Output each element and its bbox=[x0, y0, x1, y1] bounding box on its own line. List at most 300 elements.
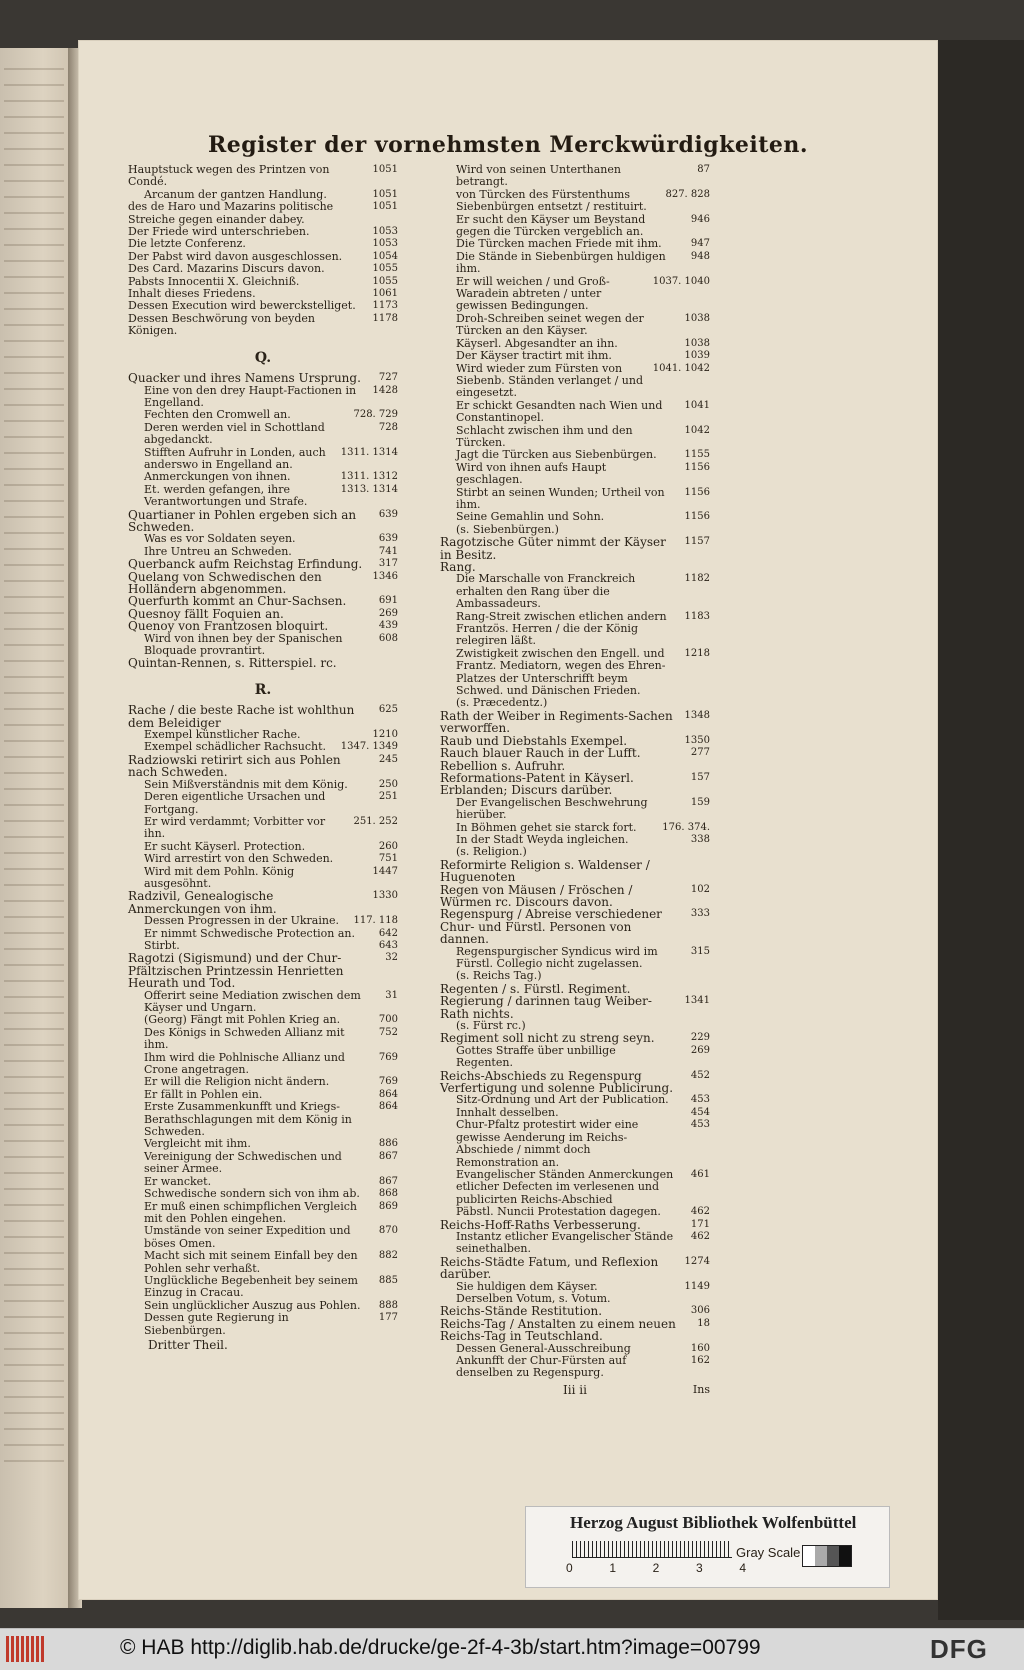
entry-page-number: 1042 bbox=[684, 424, 710, 436]
entry-page-number: 1155 bbox=[684, 449, 710, 461]
entry-text: Radziowski retirirt sich aus Pohlen nach Schweden. bbox=[128, 752, 341, 780]
entry-text: Quacker und ihres Namens Ursprung. bbox=[128, 371, 361, 386]
index-entry bbox=[440, 350, 710, 362]
entry-text: Reformirte Religion s. Waldenser / Huguenoten bbox=[440, 857, 650, 885]
index-entry bbox=[440, 1119, 710, 1169]
entry-page-number: 277 bbox=[690, 747, 710, 759]
entry-page-number: 160 bbox=[690, 1342, 710, 1354]
entry-page-number: 1055 bbox=[372, 275, 398, 287]
entry-text: Reichs-Städte Fatum, und Reflexion darüber. bbox=[440, 1254, 659, 1282]
entry-text: Stifften Aufruhr in Londen, auch anderswo in Engelland an. bbox=[144, 445, 326, 471]
entry-page-number: 157 bbox=[690, 771, 710, 783]
entry-text: Er wancket. bbox=[144, 1174, 212, 1188]
page-background-right bbox=[938, 40, 1024, 1620]
index-entry bbox=[440, 425, 710, 450]
entry-page-number: 751 bbox=[378, 853, 398, 865]
entry-page-number: 1051 bbox=[372, 164, 398, 175]
entry-page-number: 869 bbox=[378, 1200, 398, 1212]
index-entry bbox=[128, 1275, 398, 1300]
entry-text: Der Friede wird unterschrieben. bbox=[128, 225, 310, 239]
entry-text: Raub und Diebstahls Exempel. bbox=[440, 733, 628, 748]
entry-page-number: 1350 bbox=[684, 734, 710, 746]
entry-text: Innhalt desselben. bbox=[456, 1105, 559, 1119]
index-entry bbox=[128, 816, 398, 841]
entry-text: Quenoy von Frantzosen bloquirt. bbox=[128, 619, 329, 634]
index-entry bbox=[128, 741, 398, 753]
entry-page-number: 625 bbox=[378, 704, 398, 716]
entry-text: Wird von ihnen aufs Haupt geschlagen. bbox=[456, 460, 607, 487]
index-entry bbox=[440, 648, 710, 698]
entry-page-number: 452 bbox=[690, 1069, 710, 1081]
entry-page-number: 867 bbox=[378, 1175, 398, 1187]
entry-text: Quesnoy fällt Foquien an. bbox=[128, 606, 284, 621]
entry-text: Der Pabst wird davon ausgeschlossen. bbox=[128, 249, 343, 263]
entry-text: Derselben Votum, s. Votum. bbox=[456, 1291, 611, 1305]
entry-text: Wird arrestirt von den Schweden. bbox=[144, 852, 334, 866]
entry-text: Regenspurgischer Syndicus wird im Fürstl. Collegio nicht zugelassen. bbox=[456, 944, 658, 970]
entry-text: Stirbt. bbox=[144, 938, 180, 952]
entry-page-number: 31 bbox=[385, 989, 398, 1001]
entry-text: In der Stadt Weyda ingleichen. bbox=[456, 832, 629, 846]
index-entry bbox=[128, 1138, 398, 1150]
entry-text: Er fällt in Pohlen ein. bbox=[144, 1087, 263, 1101]
entry-text: Reformations-Patent in Käyserl. Erblanden; Discurs darüber. bbox=[440, 770, 634, 798]
entry-page-number: 1037. 1040 bbox=[652, 275, 710, 287]
entry-page-number: 882 bbox=[378, 1250, 398, 1262]
index-entry bbox=[440, 1070, 710, 1095]
index-entry bbox=[128, 201, 398, 226]
index-entry bbox=[440, 697, 710, 709]
entry-page-number: 867 bbox=[378, 1150, 398, 1162]
ruler-numbers bbox=[566, 1561, 746, 1575]
entry-text: Rauch blauer Rauch in der Lufft. bbox=[440, 746, 641, 761]
entry-text: Was es vor Soldaten seyen. bbox=[144, 532, 296, 546]
entry-text: Inhalt dieses Friedens. bbox=[128, 287, 256, 301]
section-letter: R. bbox=[254, 681, 272, 698]
entry-page-number bbox=[368, 657, 398, 669]
entry-text: des de Haro und Mazarins politische Streiche gegen einander dabey. bbox=[128, 200, 334, 226]
dfg-logo[interactable]: DFG bbox=[930, 1634, 988, 1664]
entry-page-number: 1210 bbox=[372, 729, 398, 741]
entry-text: Vergleicht mit ihm. bbox=[144, 1137, 251, 1151]
index-entry bbox=[440, 908, 710, 945]
entry-page-number: 1447 bbox=[372, 865, 398, 877]
index-entry bbox=[128, 409, 398, 421]
index-entry bbox=[128, 1076, 398, 1088]
entry-text: Macht sich mit seinem Einfall bey den Pohlen sehr verhaßt. bbox=[144, 1249, 358, 1275]
ruler-number: 3 bbox=[695, 1561, 703, 1575]
entry-page-number: 1156 bbox=[684, 461, 710, 473]
index-entry bbox=[128, 853, 398, 865]
entry-text: In Böhmen gehet sie starck fort. bbox=[456, 820, 637, 834]
index-entry bbox=[128, 595, 398, 607]
entry-page-number: 1346 bbox=[372, 570, 398, 582]
gray-scale-label: Gray Scale bbox=[736, 1545, 801, 1560]
entry-text: (s. Præcedentz.) bbox=[456, 696, 548, 710]
index-entry bbox=[440, 462, 710, 487]
entry-text: (Georg) Fängt mit Pohlen Krieg an. bbox=[144, 1013, 341, 1027]
index-entry bbox=[440, 1032, 710, 1044]
entry-page-number: 691 bbox=[378, 595, 398, 607]
index-entry bbox=[440, 487, 710, 512]
entry-page-number: 176. 374. bbox=[662, 821, 710, 833]
entry-text: Exempel schädlicher Rachsucht. bbox=[144, 740, 327, 754]
entry-text: Dessen gute Regierung in Siebenbürgen. bbox=[144, 1311, 289, 1337]
entry-page-number bbox=[680, 1293, 710, 1305]
entry-text: Dessen General-Ausschreibung bbox=[456, 1341, 631, 1355]
entry-text: Er sucht den Käyser um Beystand gegen die Türcken vergeblich an. bbox=[456, 212, 646, 239]
entry-page-number: 453 bbox=[690, 1094, 710, 1106]
entry-page-number: 171 bbox=[690, 1218, 710, 1230]
entry-page-number: 1039 bbox=[684, 350, 710, 362]
index-entry bbox=[128, 571, 398, 596]
entry-text: Die Türcken machen Friede mit ihm. bbox=[456, 237, 662, 251]
index-entry bbox=[440, 251, 710, 276]
index-entry bbox=[128, 791, 398, 816]
index-entry bbox=[128, 1027, 398, 1052]
entry-text: Deren werden viel in Schottland abgedanckt. bbox=[144, 420, 325, 447]
entry-text: Gottes Straffe über unbillige Regenten. bbox=[456, 1043, 616, 1070]
entry-page-number: 1156 bbox=[684, 511, 710, 523]
index-entry bbox=[440, 846, 710, 858]
index-entry bbox=[440, 238, 710, 250]
ruler-number: 4 bbox=[739, 1561, 746, 1575]
index-entry bbox=[440, 1094, 710, 1106]
entry-page-number: 461 bbox=[690, 1168, 710, 1180]
index-entry bbox=[440, 536, 710, 561]
entry-text: Zwistigkeit zwischen den Engell. und Frantz. Mediatorn, wegen des Ehren-Platzes der Unterschrifft beym Schwed. und Dänischen Frieden. bbox=[456, 646, 666, 698]
entry-text: Eine von den drey Haupt-Factionen in Engelland. bbox=[144, 383, 357, 409]
entry-page-number: 1313. 1314 bbox=[340, 483, 398, 495]
entry-text: Querbanck aufm Reichstag Erfindung. bbox=[128, 557, 363, 572]
entry-page-number: 946 bbox=[690, 213, 710, 225]
entry-page-number: 162 bbox=[690, 1355, 710, 1366]
entry-text: Stirbt an seinen Wunden; Urtheil von ihm. bbox=[456, 485, 665, 511]
ruler-number: 0 bbox=[566, 1561, 573, 1575]
entry-page-number: 728. 729 bbox=[353, 409, 398, 421]
entry-page-number: 1178 bbox=[372, 312, 398, 324]
entry-page-number: 462 bbox=[690, 1230, 710, 1242]
entry-text: Rath der Weiber in Regiments-Sachen verworffen. bbox=[440, 708, 673, 736]
entry-text: Querfurth kommt an Chur-Sachsen. bbox=[128, 594, 347, 609]
index-entry bbox=[128, 754, 398, 779]
entry-page-number: 250 bbox=[378, 778, 398, 790]
entry-text: Arcanum der gantzen Handlung. bbox=[144, 187, 327, 201]
entry-page-number: 947 bbox=[690, 238, 710, 250]
entry-page-number: 752 bbox=[378, 1026, 398, 1038]
entry-page-number: 260 bbox=[378, 840, 398, 852]
entry-page-number: 643 bbox=[378, 939, 398, 951]
entry-page-number bbox=[680, 1020, 710, 1032]
entry-page-number: 885 bbox=[378, 1274, 398, 1286]
entry-text: Seine Gemahlin und Sohn. bbox=[456, 510, 605, 524]
entry-page-number: 1218 bbox=[684, 647, 710, 659]
entry-text: Anmerckungen von ihnen. bbox=[144, 470, 291, 484]
entry-text: Deren eigentliche Ursachen und Fortgang. bbox=[144, 790, 326, 816]
entry-text: Fechten den Cromwell an. bbox=[144, 408, 291, 422]
entry-page-number: 1183 bbox=[684, 610, 710, 622]
entry-text: Wird mit dem Pohln. König ausgesöhnt. bbox=[144, 864, 295, 890]
index-entry bbox=[128, 300, 398, 312]
entry-text: Ragotzische Güter nimmt der Käyser in Besitz. bbox=[440, 535, 666, 562]
entry-text: Regenspurg / Abreise verschiedener Chur- und Fürstl. Personen von dannen. bbox=[440, 907, 662, 947]
index-entry bbox=[440, 449, 710, 461]
entry-page-number: 1157 bbox=[684, 536, 710, 548]
entry-page-number: 18 bbox=[697, 1317, 710, 1329]
entry-text: Die Marschalle von Franckreich erhalten den Rang über die Ambassadeurs. bbox=[456, 572, 636, 611]
entry-page-number: 245 bbox=[378, 753, 398, 765]
index-entry bbox=[440, 797, 710, 822]
entry-page-number: 1053 bbox=[372, 226, 398, 238]
entry-text: (s. Reichs Tag.) bbox=[456, 969, 542, 983]
entry-text: Unglückliche Begebenheit bey seinem Einzug in Cracau. bbox=[144, 1273, 358, 1300]
entry-text: Die Stände in Siebenbürgen huldigen ihm. bbox=[456, 249, 666, 276]
entry-page-number bbox=[680, 970, 710, 982]
index-entry bbox=[440, 1045, 710, 1070]
entry-page-number: 864 bbox=[378, 1088, 398, 1100]
index-entry bbox=[440, 859, 710, 884]
entry-page-number: 1156 bbox=[684, 486, 710, 498]
entry-text: Päbstl. Nuncii Protestation dagegen. bbox=[456, 1205, 661, 1219]
entry-page-number bbox=[680, 846, 710, 858]
entry-page-number: 868 bbox=[378, 1188, 398, 1200]
index-entry bbox=[128, 866, 398, 891]
entry-text: Des Königs in Schweden Allianz mit ihm. bbox=[144, 1025, 345, 1052]
index-entry bbox=[128, 447, 398, 472]
entry-page-number bbox=[680, 983, 710, 995]
entry-page-number: 102 bbox=[690, 883, 710, 895]
entry-page-number: 1347. 1349 bbox=[340, 741, 398, 753]
entry-page-number: 888 bbox=[378, 1299, 398, 1311]
entry-text: Evangelischer Ständen Anmerckungen etlicher Defecten im verlesenen und publicirten Reichs-Abschied bbox=[456, 1167, 674, 1206]
page-title: Register der vornehmsten Merckwürdigkeiten. bbox=[207, 132, 809, 158]
index-entry bbox=[440, 276, 710, 313]
index-entry bbox=[440, 1256, 710, 1281]
index-entry bbox=[128, 633, 398, 658]
viewer-footer bbox=[0, 1628, 1024, 1670]
entry-text: Dessen Progressen in der Ukraine. bbox=[144, 914, 339, 928]
entry-text: Umstände von seiner Expedition und böses Omen. bbox=[144, 1224, 351, 1250]
index-entry bbox=[128, 533, 398, 545]
entry-page-number: 159 bbox=[690, 796, 710, 808]
entry-text: Sitz-Ordnung und Art der Publication. bbox=[456, 1093, 669, 1107]
entry-page-number: 317 bbox=[378, 558, 398, 570]
entry-page-number: 306 bbox=[690, 1305, 710, 1317]
entry-text: Wird von seinen Unterthanen betrangt. bbox=[456, 163, 621, 189]
entry-text: Regiment soll nicht zu streng seyn. bbox=[440, 1031, 655, 1046]
entry-page-number: 1311. 1312 bbox=[340, 471, 398, 483]
entry-page-number: 1041. 1042 bbox=[652, 362, 710, 374]
facing-page-edge bbox=[0, 48, 72, 1608]
entry-page-number: 462 bbox=[690, 1206, 710, 1218]
index-entry bbox=[128, 238, 398, 250]
index-entry bbox=[128, 1201, 398, 1226]
entry-page-number: 870 bbox=[378, 1225, 398, 1237]
entry-text: Wird wieder zum Fürsten von Siebenb. Ständen verlanget / und eingesetzt. bbox=[456, 361, 643, 400]
entry-text: Er will die Religion nicht ändern. bbox=[144, 1075, 330, 1089]
index-entry bbox=[128, 558, 398, 570]
entry-text: Instantz etlicher Evangelischer Stände seinethalben. bbox=[456, 1229, 674, 1256]
entry-text: (s. Religion.) bbox=[456, 845, 527, 859]
index-entry bbox=[128, 1188, 398, 1200]
entry-text: Käyserl. Abgesandter an ihn. bbox=[456, 336, 618, 350]
index-entry bbox=[440, 772, 710, 797]
entry-page-number: 1041 bbox=[684, 399, 710, 411]
index-page bbox=[78, 40, 938, 1600]
index-entry bbox=[128, 1312, 398, 1337]
entry-page-number: 639 bbox=[378, 508, 398, 520]
entry-page-number: 117. 118 bbox=[353, 915, 398, 927]
index-entry bbox=[128, 1151, 398, 1176]
index-entry bbox=[128, 372, 398, 384]
entry-page-number: 769 bbox=[378, 1051, 398, 1063]
entry-text: Rang-Streit zwischen etlichen andern Frantzös. Herren / die der König relegiren läßt. bbox=[456, 609, 667, 648]
index-entry bbox=[440, 747, 710, 759]
gray-scale-swatch bbox=[802, 1545, 852, 1567]
entry-text: Schlacht zwischen ihm und den Türcken. bbox=[456, 423, 633, 449]
entry-page-number: 333 bbox=[690, 908, 710, 920]
index-entry bbox=[128, 657, 398, 669]
index-column-left bbox=[128, 164, 398, 1351]
index-entry bbox=[440, 1169, 710, 1206]
entry-text: Jagt die Türcken aus Siebenbürgen. bbox=[456, 448, 657, 462]
entry-page-number: 1330 bbox=[372, 890, 398, 902]
entry-text: Exempel künstlicher Rache. bbox=[144, 728, 301, 742]
index-entry bbox=[128, 263, 398, 275]
entry-text: Reichs-Abschieds zu Regenspurg Verfertigung und solenne Publicirung. bbox=[440, 1068, 674, 1096]
index-entry bbox=[128, 164, 398, 189]
catchword-right: Ins bbox=[692, 1383, 710, 1397]
entry-text: (s. Siebenbürgen.) bbox=[456, 522, 559, 536]
index-entry bbox=[440, 946, 710, 971]
entry-page-number: 269 bbox=[378, 607, 398, 619]
entry-text: Vereinigung der Schwedischen und seiner Armee. bbox=[144, 1149, 342, 1176]
signature-mark: Iii ii bbox=[563, 1382, 587, 1397]
entry-text: Chur-Pfaltz protestirt wider eine gewisse Aenderung im Reichs-Abschiede / nimmt doch Remonstration an. bbox=[456, 1118, 639, 1169]
entry-page-number: 1051 bbox=[372, 188, 398, 200]
index-entry bbox=[128, 890, 398, 915]
entry-page-number: 769 bbox=[378, 1076, 398, 1088]
entry-page-number: 1311. 1314 bbox=[340, 446, 398, 458]
index-entry bbox=[128, 313, 398, 338]
entry-text: Reichs-Hoff-Raths Verbesserung. bbox=[440, 1217, 641, 1232]
color-scale-card bbox=[525, 1506, 890, 1588]
entry-text: Ihm wird die Pohlnische Allianz und Crone angetragen. bbox=[144, 1050, 345, 1077]
entry-text: Dessen Execution wird bewerckstelliget. bbox=[128, 299, 356, 313]
catchword-left: Dritter Theil. bbox=[148, 1337, 228, 1352]
index-entry bbox=[128, 704, 398, 729]
library-name: Herzog August Bibliothek Wolfenbüttel bbox=[570, 1513, 857, 1532]
index-entry bbox=[440, 400, 710, 425]
entry-page-number: 1038 bbox=[684, 337, 710, 349]
entry-page-number: 1061 bbox=[372, 288, 398, 300]
entry-page-number bbox=[680, 760, 710, 772]
entry-text: Quintan-Rennen, s. Ritterspiel. rc. bbox=[128, 656, 337, 671]
entry-page-number: 269 bbox=[690, 1044, 710, 1056]
entry-page-number: 1348 bbox=[684, 709, 710, 721]
index-entry bbox=[128, 620, 398, 632]
index-entry bbox=[440, 1305, 710, 1317]
entry-page-number: 32 bbox=[385, 952, 398, 964]
index-entry bbox=[128, 385, 398, 410]
entry-page-number: 1428 bbox=[372, 384, 398, 396]
entry-page-number: 439 bbox=[378, 620, 398, 632]
index-entry bbox=[440, 363, 710, 400]
index-entry bbox=[440, 970, 710, 982]
entry-text: Wird von ihnen bey der Spanischen Bloquade provrantirt. bbox=[144, 631, 343, 658]
entry-text: Schwedische sondern sich von ihm ab. bbox=[144, 1187, 360, 1201]
entry-text: Der Käyser tractirt mit ihm. bbox=[456, 349, 612, 363]
entry-text: Reichs-Tag / Anstalten zu einem neuen Reichs-Tag in Teutschland. bbox=[440, 1316, 676, 1344]
index-entry bbox=[440, 710, 710, 735]
index-column-right bbox=[440, 164, 710, 1397]
entry-text: Et. werden gefangen, ihre Verantwortungen und Strafe. bbox=[144, 482, 308, 509]
entry-text: Er wird verdammt; Vorbitter vor ihn. bbox=[144, 814, 326, 841]
entry-text: Quelang von Schwedischen den Holländern abgenommen. bbox=[128, 569, 322, 596]
entry-text: Regen von Mäusen / Fröschen / Würmen rc. Discours davon. bbox=[440, 882, 633, 909]
ruler-number: 2 bbox=[652, 1561, 660, 1575]
hab-logo-icon[interactable] bbox=[6, 1636, 44, 1662]
entry-page-number bbox=[680, 561, 710, 573]
entry-page-number: 454 bbox=[690, 1106, 710, 1118]
entry-page-number: 948 bbox=[690, 250, 710, 262]
index-entry bbox=[128, 1052, 398, 1077]
footer-url-link[interactable]: © HAB http://diglib.hab.de/drucke/ge-2f-4-3b/start.htm?image=00799 bbox=[120, 1636, 761, 1659]
entry-text: Des Card. Mazarins Discurs davon. bbox=[128, 262, 325, 276]
index-entry bbox=[128, 422, 398, 447]
entry-page-number: 608 bbox=[378, 632, 398, 644]
entry-text: Droh-Schreiben seinet wegen der Türcken an den Käyser. bbox=[456, 311, 644, 338]
entry-page-number: 453 bbox=[690, 1119, 710, 1131]
entry-text: Er will weichen / und Groß-Waradein abtreten / unter gewissen Bedingungen. bbox=[456, 274, 610, 313]
entry-text: Sein Mißverständnis mit dem König. bbox=[144, 777, 348, 791]
entry-page-number: 1149 bbox=[684, 1280, 710, 1292]
entry-text: (s. Fürst rc.) bbox=[456, 1019, 526, 1033]
entry-text: Er nimmt Schwedische Protection an. bbox=[144, 926, 355, 940]
entry-page-number: 229 bbox=[690, 1032, 710, 1044]
entry-text: Er muß einen schimpflichen Vergleich mit den Pohlen eingehen. bbox=[144, 1199, 357, 1225]
entry-page-number: 700 bbox=[378, 1014, 398, 1026]
entry-text: Rache / die beste Rache ist wohlthun dem Beleidiger bbox=[128, 703, 355, 730]
entry-text: Quartianer in Pohlen ergeben sich an Schweden. bbox=[128, 507, 357, 534]
index-entry bbox=[440, 1231, 710, 1256]
entry-page-number: 177 bbox=[378, 1312, 398, 1324]
entry-text: Ankunfft der Chur-Fürsten auf denselben zu Regenspurg. bbox=[456, 1354, 627, 1380]
index-entry bbox=[128, 509, 398, 534]
entry-text: Der Evangelischen Beschwehrung hierüber. bbox=[456, 795, 648, 822]
entry-page-number: 1173 bbox=[372, 300, 398, 312]
entry-page-number: 1053 bbox=[372, 238, 398, 250]
centimeter-ruler bbox=[572, 1541, 732, 1558]
entry-text: Offerirt seine Mediation zwischen dem Käyser und Ungarn. bbox=[144, 988, 361, 1014]
index-entry bbox=[128, 1014, 398, 1026]
index-entry bbox=[128, 484, 398, 509]
entry-text: Regierung / darinnen taug Weiber-Rath nichts. bbox=[440, 994, 652, 1021]
entry-page-number: 251. 252 bbox=[353, 815, 398, 827]
entry-page-number: 827. 828 bbox=[665, 188, 710, 200]
entry-page-number: 1274 bbox=[684, 1255, 710, 1267]
index-entry bbox=[440, 1318, 710, 1343]
index-entry bbox=[440, 1206, 710, 1218]
index-entry bbox=[440, 189, 710, 214]
entry-page-number bbox=[680, 697, 710, 709]
entry-page-number: 1341 bbox=[684, 995, 710, 1007]
entry-text: von Türcken des Fürstenthums Siebenbürgen entsetzt / restituirt. bbox=[456, 187, 647, 214]
entry-page-number: 639 bbox=[378, 533, 398, 545]
entry-text: Sein unglücklicher Auszug aus Pohlen. bbox=[144, 1298, 361, 1312]
index-entry bbox=[440, 511, 710, 523]
entry-page-number: 728 bbox=[378, 421, 398, 433]
